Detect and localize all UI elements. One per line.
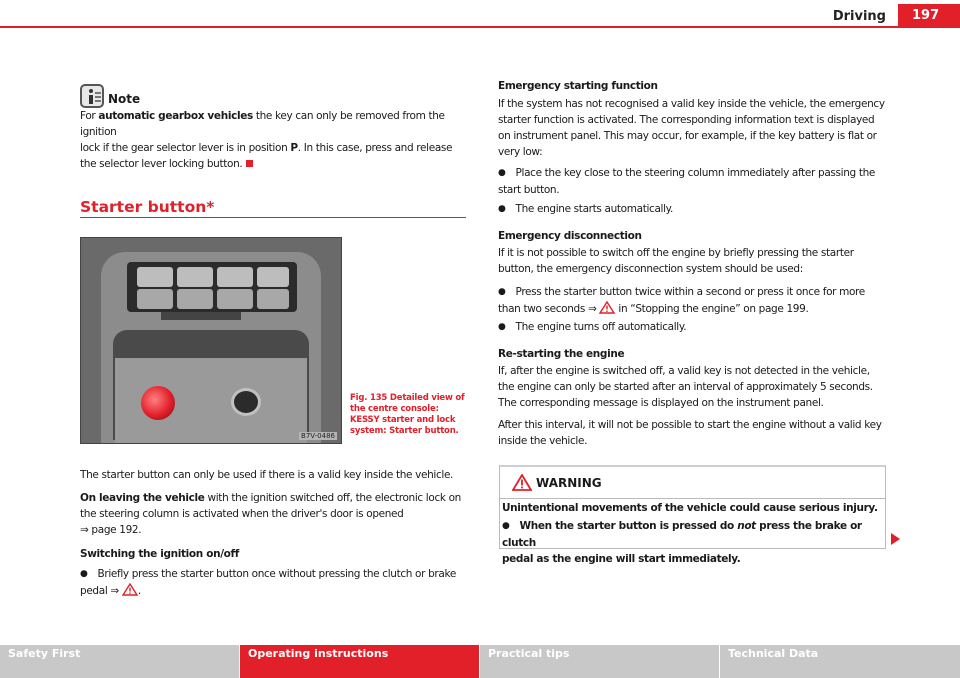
footer-nav [0, 645, 960, 678]
warning-triangle-icon [599, 301, 615, 314]
emergency-text: If the system has not recognised a valid key inside the vehicle, the emergency starter function is activated. The corresponding information text is displayed on instrument panel. This may occur, for example, if the key battery is flat or very low: [498, 98, 885, 158]
leaving-paragraph: On leaving the vehicle with the ignition switched off, the electronic lock on the steering column is activated when the driver's door is opened ⇒ page 192. [80, 492, 461, 536]
starter-button-image [141, 386, 175, 420]
disconnection-bullet-2: ● The engine turns off automatically. [498, 319, 898, 336]
switch-bullet: ● Briefly press the starter button once without pressing the clutch or brake pedal ⇒ . [80, 566, 470, 599]
note-text: For automatic gearbox vehicles the key can only be removed from the ignition lock if the gear selector lever is in position P. In this case, press and release the selector lever locking button. [80, 110, 453, 170]
page-number-badge: 197 [898, 4, 960, 26]
emergency-bullet-2: ● The engine starts automatically. [498, 201, 898, 218]
note-icon [80, 84, 104, 108]
disconnection-text: If it is not possible to switch off the engine by briefly pressing the starter button, the emergency disconnection system should be used: [498, 247, 854, 275]
tab-operating-instructions[interactable]: Operating instructions [240, 645, 480, 678]
figure-code: B7V-0486 [301, 432, 335, 440]
section-rule [80, 217, 466, 218]
emergency-bullet-1: ● Place the key close to the steering column immediately after passing the start button. [498, 165, 898, 198]
tab-practical-tips[interactable]: Practical tips [480, 645, 720, 678]
restart-heading: Re-starting the engine [498, 348, 625, 360]
emergency-heading: Emergency starting function [498, 80, 658, 92]
continue-arrow-icon [891, 533, 900, 545]
warning-triangle-icon [122, 583, 138, 596]
after-interval-text: After this interval, it will not be possible to start the engine without a valid key inside the vehicle. [498, 419, 882, 447]
warning-box [499, 465, 886, 565]
warning-title: WARNING [536, 476, 602, 490]
end-mark [246, 160, 253, 167]
header-rule [0, 26, 960, 28]
figure-caption: Fig. 135 Detailed view of the centre console: KESSY starter and lock system: Starter button. [350, 393, 465, 436]
warning-triangle-icon [512, 474, 532, 495]
switch-heading: Switching the ignition on/off [80, 548, 239, 560]
section-title: Starter button* [80, 198, 215, 216]
disconnection-bullet-1: ● Press the starter button twice within a second or press it once for more than two seconds ⇒ in “Stopping the engine” on page 199. [498, 284, 898, 317]
left-paragraph-1: The starter button can only be used if there is a valid key inside the vehicle. [80, 469, 454, 481]
figure-photo [80, 237, 342, 444]
page-header-title: Driving [832, 9, 886, 24]
note-label: Note [108, 92, 141, 106]
tab-safety-first[interactable]: Safety First [0, 645, 240, 678]
tab-technical-data[interactable]: Technical Data [720, 645, 960, 678]
warning-text: Unintentional movements of the vehicle could cause serious injury. ● When the starter button is pressed do not press the brake or clutch pedal as the engine will start immediately. [502, 500, 884, 567]
restart-text: If, after the engine is switched off, a valid key is not detected in the vehicle, the engine can only be started after an interval of approximately 5 seconds. The corresponding message is displayed on the instrument panel. [498, 365, 873, 409]
disconnection-heading: Emergency disconnection [498, 230, 642, 242]
